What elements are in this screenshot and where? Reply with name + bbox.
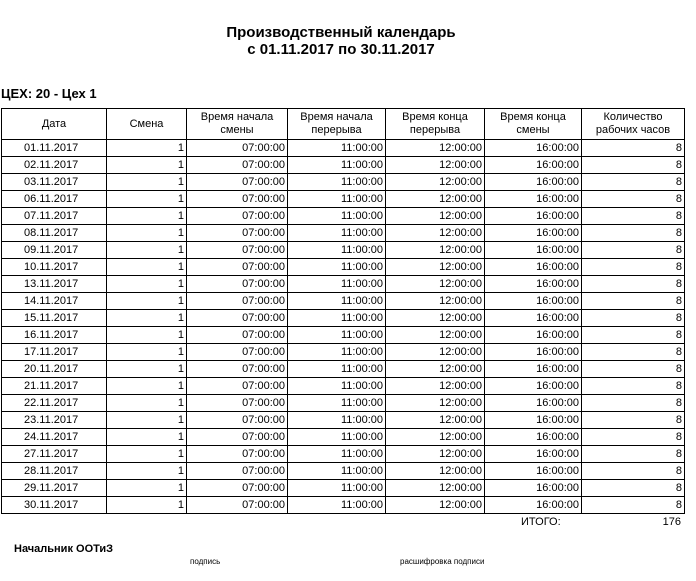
cell-shift-end: 16:00:00 (485, 463, 582, 480)
cell-shift: 1 (107, 429, 187, 446)
cell-date: 24.11.2017 (2, 429, 107, 446)
cell-shift-end: 16:00:00 (485, 361, 582, 378)
cell-break-end: 12:00:00 (386, 140, 485, 157)
cell-work-hours: 8 (582, 480, 685, 497)
cell-break-end: 12:00:00 (386, 310, 485, 327)
cell-break-end: 12:00:00 (386, 242, 485, 259)
cell-break-start: 11:00:00 (288, 361, 386, 378)
cell-shift: 1 (107, 378, 187, 395)
table-row (2, 191, 685, 208)
cell-shift-end: 16:00:00 (485, 276, 582, 293)
table-row (2, 480, 685, 497)
total-value: 176 (662, 516, 681, 528)
cell-shift-start: 07:00:00 (187, 463, 288, 480)
cell-date: 01.11.2017 (2, 140, 107, 157)
cell-break-end: 12:00:00 (386, 191, 485, 208)
column-header-break-start: Время начала перерыва (288, 109, 386, 140)
cell-shift: 1 (107, 140, 187, 157)
cell-shift-end: 16:00:00 (485, 327, 582, 344)
cell-work-hours: 8 (582, 378, 685, 395)
cell-shift: 1 (107, 327, 187, 344)
cell-work-hours: 8 (582, 463, 685, 480)
cell-shift-start: 07:00:00 (187, 174, 288, 191)
cell-shift: 1 (107, 208, 187, 225)
cell-shift: 1 (107, 259, 187, 276)
cell-date: 23.11.2017 (2, 412, 107, 429)
cell-work-hours: 8 (582, 395, 685, 412)
cell-shift: 1 (107, 174, 187, 191)
cell-shift-start: 07:00:00 (187, 361, 288, 378)
cell-break-start: 11:00:00 (288, 276, 386, 293)
cell-break-end: 12:00:00 (386, 480, 485, 497)
cell-shift: 1 (107, 446, 187, 463)
cell-shift-start: 07:00:00 (187, 191, 288, 208)
cell-date: 30.11.2017 (2, 497, 107, 514)
cell-date: 15.11.2017 (2, 310, 107, 327)
cell-shift-start: 07:00:00 (187, 344, 288, 361)
table-row (2, 412, 685, 429)
cell-date: 27.11.2017 (2, 446, 107, 463)
table-row (2, 225, 685, 242)
cell-break-start: 11:00:00 (288, 293, 386, 310)
cell-break-end: 12:00:00 (386, 259, 485, 276)
cell-shift-end: 16:00:00 (485, 395, 582, 412)
cell-shift-start: 07:00:00 (187, 208, 288, 225)
cell-break-start: 11:00:00 (288, 310, 386, 327)
cell-work-hours: 8 (582, 429, 685, 446)
cell-date: 20.11.2017 (2, 361, 107, 378)
calendar-table (1, 108, 685, 514)
cell-work-hours: 8 (582, 327, 685, 344)
cell-shift-end: 16:00:00 (485, 157, 582, 174)
cell-shift-start: 07:00:00 (187, 446, 288, 463)
column-header-date: Дата (2, 109, 107, 140)
signature-decoding-caption: расшифровка подписи (400, 557, 485, 566)
cell-break-start: 11:00:00 (288, 225, 386, 242)
cell-date: 10.11.2017 (2, 259, 107, 276)
cell-shift: 1 (107, 225, 187, 242)
total-label: ИТОГО: (521, 516, 561, 528)
cell-shift-start: 07:00:00 (187, 480, 288, 497)
cell-work-hours: 8 (582, 259, 685, 276)
table-row (2, 259, 685, 276)
cell-break-start: 11:00:00 (288, 480, 386, 497)
cell-date: 17.11.2017 (2, 344, 107, 361)
cell-shift-start: 07:00:00 (187, 259, 288, 276)
table-row (2, 174, 685, 191)
cell-date: 03.11.2017 (2, 174, 107, 191)
cell-shift-end: 16:00:00 (485, 429, 582, 446)
cell-break-end: 12:00:00 (386, 293, 485, 310)
cell-date: 22.11.2017 (2, 395, 107, 412)
cell-date: 21.11.2017 (2, 378, 107, 395)
column-header-work-hours: Количество рабочих часов (582, 109, 685, 140)
cell-break-end: 12:00:00 (386, 225, 485, 242)
cell-break-end: 12:00:00 (386, 446, 485, 463)
cell-shift-start: 07:00:00 (187, 242, 288, 259)
table-row (2, 361, 685, 378)
cell-shift: 1 (107, 395, 187, 412)
cell-shift-start: 07:00:00 (187, 429, 288, 446)
cell-shift: 1 (107, 310, 187, 327)
cell-shift-end: 16:00:00 (485, 310, 582, 327)
cell-break-start: 11:00:00 (288, 157, 386, 174)
workshop-label: ЦЕХ: 20 - Цех 1 (1, 86, 97, 101)
cell-break-end: 12:00:00 (386, 497, 485, 514)
cell-work-hours: 8 (582, 310, 685, 327)
cell-work-hours: 8 (582, 140, 685, 157)
cell-break-start: 11:00:00 (288, 208, 386, 225)
table-header-row (2, 109, 685, 140)
cell-date: 08.11.2017 (2, 225, 107, 242)
cell-shift: 1 (107, 242, 187, 259)
cell-work-hours: 8 (582, 344, 685, 361)
report-period: с 01.11.2017 по 30.11.2017 (247, 41, 435, 58)
cell-shift-start: 07:00:00 (187, 293, 288, 310)
cell-break-end: 12:00:00 (386, 174, 485, 191)
cell-break-end: 12:00:00 (386, 463, 485, 480)
table-row (2, 395, 685, 412)
table-row (2, 157, 685, 174)
cell-work-hours: 8 (582, 191, 685, 208)
table-row (2, 327, 685, 344)
cell-work-hours: 8 (582, 174, 685, 191)
table-row (2, 446, 685, 463)
cell-break-start: 11:00:00 (288, 412, 386, 429)
cell-work-hours: 8 (582, 225, 685, 242)
table-row (2, 293, 685, 310)
cell-date: 07.11.2017 (2, 208, 107, 225)
cell-shift: 1 (107, 463, 187, 480)
cell-break-end: 12:00:00 (386, 429, 485, 446)
cell-shift-start: 07:00:00 (187, 497, 288, 514)
cell-shift: 1 (107, 191, 187, 208)
cell-shift-end: 16:00:00 (485, 225, 582, 242)
cell-shift-end: 16:00:00 (485, 378, 582, 395)
cell-break-start: 11:00:00 (288, 344, 386, 361)
cell-shift-start: 07:00:00 (187, 225, 288, 242)
column-header-shift: Смена (107, 109, 187, 140)
cell-shift-start: 07:00:00 (187, 310, 288, 327)
table-row (2, 242, 685, 259)
cell-date: 29.11.2017 (2, 480, 107, 497)
cell-shift: 1 (107, 276, 187, 293)
cell-break-end: 12:00:00 (386, 276, 485, 293)
cell-break-end: 12:00:00 (386, 344, 485, 361)
cell-date: 09.11.2017 (2, 242, 107, 259)
cell-shift-end: 16:00:00 (485, 208, 582, 225)
cell-shift: 1 (107, 497, 187, 514)
cell-shift-start: 07:00:00 (187, 157, 288, 174)
column-header-break-end: Время конца перерыва (386, 109, 485, 140)
cell-shift-end: 16:00:00 (485, 497, 582, 514)
table-row (2, 208, 685, 225)
cell-break-end: 12:00:00 (386, 412, 485, 429)
cell-work-hours: 8 (582, 208, 685, 225)
cell-break-start: 11:00:00 (288, 191, 386, 208)
cell-break-start: 11:00:00 (288, 395, 386, 412)
cell-date: 13.11.2017 (2, 276, 107, 293)
cell-shift-start: 07:00:00 (187, 140, 288, 157)
cell-shift-end: 16:00:00 (485, 140, 582, 157)
cell-shift-start: 07:00:00 (187, 276, 288, 293)
cell-shift-end: 16:00:00 (485, 480, 582, 497)
cell-shift-start: 07:00:00 (187, 327, 288, 344)
cell-break-start: 11:00:00 (288, 497, 386, 514)
signature-caption: подпись (190, 557, 221, 566)
cell-date: 14.11.2017 (2, 293, 107, 310)
cell-break-start: 11:00:00 (288, 463, 386, 480)
cell-work-hours: 8 (582, 361, 685, 378)
cell-shift: 1 (107, 480, 187, 497)
cell-break-start: 11:00:00 (288, 140, 386, 157)
cell-shift-end: 16:00:00 (485, 293, 582, 310)
cell-shift: 1 (107, 412, 187, 429)
cell-shift-end: 16:00:00 (485, 174, 582, 191)
column-header-shift-start: Время начала смены (187, 109, 288, 140)
cell-break-start: 11:00:00 (288, 446, 386, 463)
cell-break-start: 11:00:00 (288, 259, 386, 276)
cell-shift: 1 (107, 293, 187, 310)
cell-shift-end: 16:00:00 (485, 259, 582, 276)
report-title: Производственный календарь (226, 24, 456, 41)
cell-shift-end: 16:00:00 (485, 412, 582, 429)
cell-shift-end: 16:00:00 (485, 446, 582, 463)
cell-shift-end: 16:00:00 (485, 344, 582, 361)
cell-date: 06.11.2017 (2, 191, 107, 208)
cell-work-hours: 8 (582, 412, 685, 429)
cell-shift-start: 07:00:00 (187, 412, 288, 429)
cell-break-end: 12:00:00 (386, 157, 485, 174)
table-row (2, 497, 685, 514)
table-row (2, 463, 685, 480)
cell-date: 28.11.2017 (2, 463, 107, 480)
signatory-title: Начальник ООТиЗ (14, 543, 114, 555)
cell-break-start: 11:00:00 (288, 378, 386, 395)
cell-shift: 1 (107, 157, 187, 174)
cell-work-hours: 8 (582, 446, 685, 463)
table-row (2, 344, 685, 361)
cell-break-end: 12:00:00 (386, 208, 485, 225)
cell-work-hours: 8 (582, 276, 685, 293)
cell-date: 02.11.2017 (2, 157, 107, 174)
cell-work-hours: 8 (582, 293, 685, 310)
cell-break-start: 11:00:00 (288, 242, 386, 259)
cell-work-hours: 8 (582, 497, 685, 514)
table-row (2, 276, 685, 293)
cell-shift-end: 16:00:00 (485, 191, 582, 208)
cell-break-start: 11:00:00 (288, 429, 386, 446)
table-row (2, 310, 685, 327)
table-row (2, 140, 685, 157)
cell-break-start: 11:00:00 (288, 174, 386, 191)
cell-shift-end: 16:00:00 (485, 242, 582, 259)
cell-break-end: 12:00:00 (386, 327, 485, 344)
cell-shift-start: 07:00:00 (187, 378, 288, 395)
cell-break-end: 12:00:00 (386, 361, 485, 378)
cell-work-hours: 8 (582, 242, 685, 259)
cell-shift-start: 07:00:00 (187, 395, 288, 412)
cell-break-end: 12:00:00 (386, 395, 485, 412)
table-row (2, 378, 685, 395)
cell-work-hours: 8 (582, 157, 685, 174)
table-row (2, 429, 685, 446)
cell-break-start: 11:00:00 (288, 327, 386, 344)
cell-shift: 1 (107, 361, 187, 378)
column-header-shift-end: Время конца смены (485, 109, 582, 140)
cell-date: 16.11.2017 (2, 327, 107, 344)
cell-shift: 1 (107, 344, 187, 361)
cell-break-end: 12:00:00 (386, 378, 485, 395)
